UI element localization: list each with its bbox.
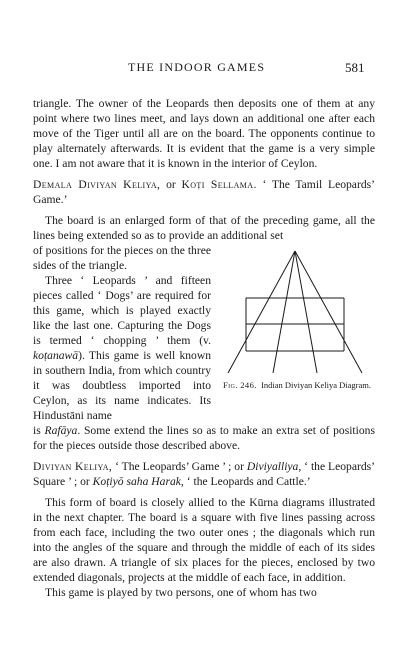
diagram-line [295, 251, 317, 373]
section-heading-diviyan: Diviyan Keliya, ‘ The Leopards’ Game ’ ; or Diviyalliya, ‘ the Leopards’ Square ’ ; or Koṭiyō saha Harak, ‘ the Leopards and Cattle.’ [33, 460, 376, 488]
paragraph-players: This game is played by two persons, one of whom has two [45, 586, 317, 599]
heading-name-a: Demala Diviyan Keliya, [33, 178, 161, 191]
diviyan-diagram [225, 245, 371, 379]
figure-wrap-region [33, 243, 375, 423]
heading-rest: ‘ The Tamil Leopards’ Game.’ [33, 178, 375, 206]
page-number: 581 [345, 60, 365, 75]
heading-or: or [160, 178, 182, 191]
paragraph-board-wrap: of positions for the pieces on the three sides of the triangle. [33, 244, 211, 272]
paragraph-continuation: triangle. The owner of the Leopards then deposits one of them at any point where two lines meet, and lays down an additional one after each move of the Tiger until all are on the board. The opponents continue to play alternately afterwards. It is evident that the game is a very simple one. I am not aware that it is known in the interior of Ceylon. [33, 97, 375, 170]
body-text [33, 96, 375, 600]
paragraph-kurna: This form of board is closely allied to the Kūrna diagrams illustrated in the next chapter. The board is a square with five lines passing across from each face, including the two outer ones ; the diagonals which run into the angles of the square and through the middle of each of its sides are also drawn. A triangle of six places for the pieces, enclosed by two extended diagonals, projects at the middle of each face, in addition. [33, 496, 375, 584]
diagram-line [228, 251, 295, 373]
diagram-line [295, 251, 362, 373]
heading-name-b: Koṭi Sellama. [181, 178, 257, 191]
figure-246 [211, 243, 377, 390]
term-rafaya: Rafāya [44, 424, 78, 437]
running-head [0, 60, 413, 76]
paragraph-board: The board is an enlarged form of that of the preceding game, all the lines being extended so as to provide an additional set [33, 214, 375, 242]
paragraph-rafaya: is Rafāya. Some extend the lines so as to make an extra set of positions for the pieces outside those described above. [33, 424, 375, 452]
term-kotanawa: koṭanawā [33, 349, 79, 362]
section-heading-demala [33, 177, 375, 207]
figure-caption: Fig. 246. Indian Diviyan Keliya Diagram. [222, 380, 372, 390]
running-title: THE INDOOR GAMES [128, 60, 266, 74]
diagram-line [273, 251, 295, 373]
paragraph-leopards: Three ‘ Leopards ’ and fifteen pieces called ‘ Dogs’ are required for this game, which is played exactly like the last one. Capturing the Dogs is termed ‘ chopping ’ them (v. koṭanawā). This game is well known in southern India, from which country it was doubtless imported into Ceylon, as its name indicates. Its Hindustāni name [33, 274, 211, 422]
wrapped-text-column [33, 243, 211, 423]
